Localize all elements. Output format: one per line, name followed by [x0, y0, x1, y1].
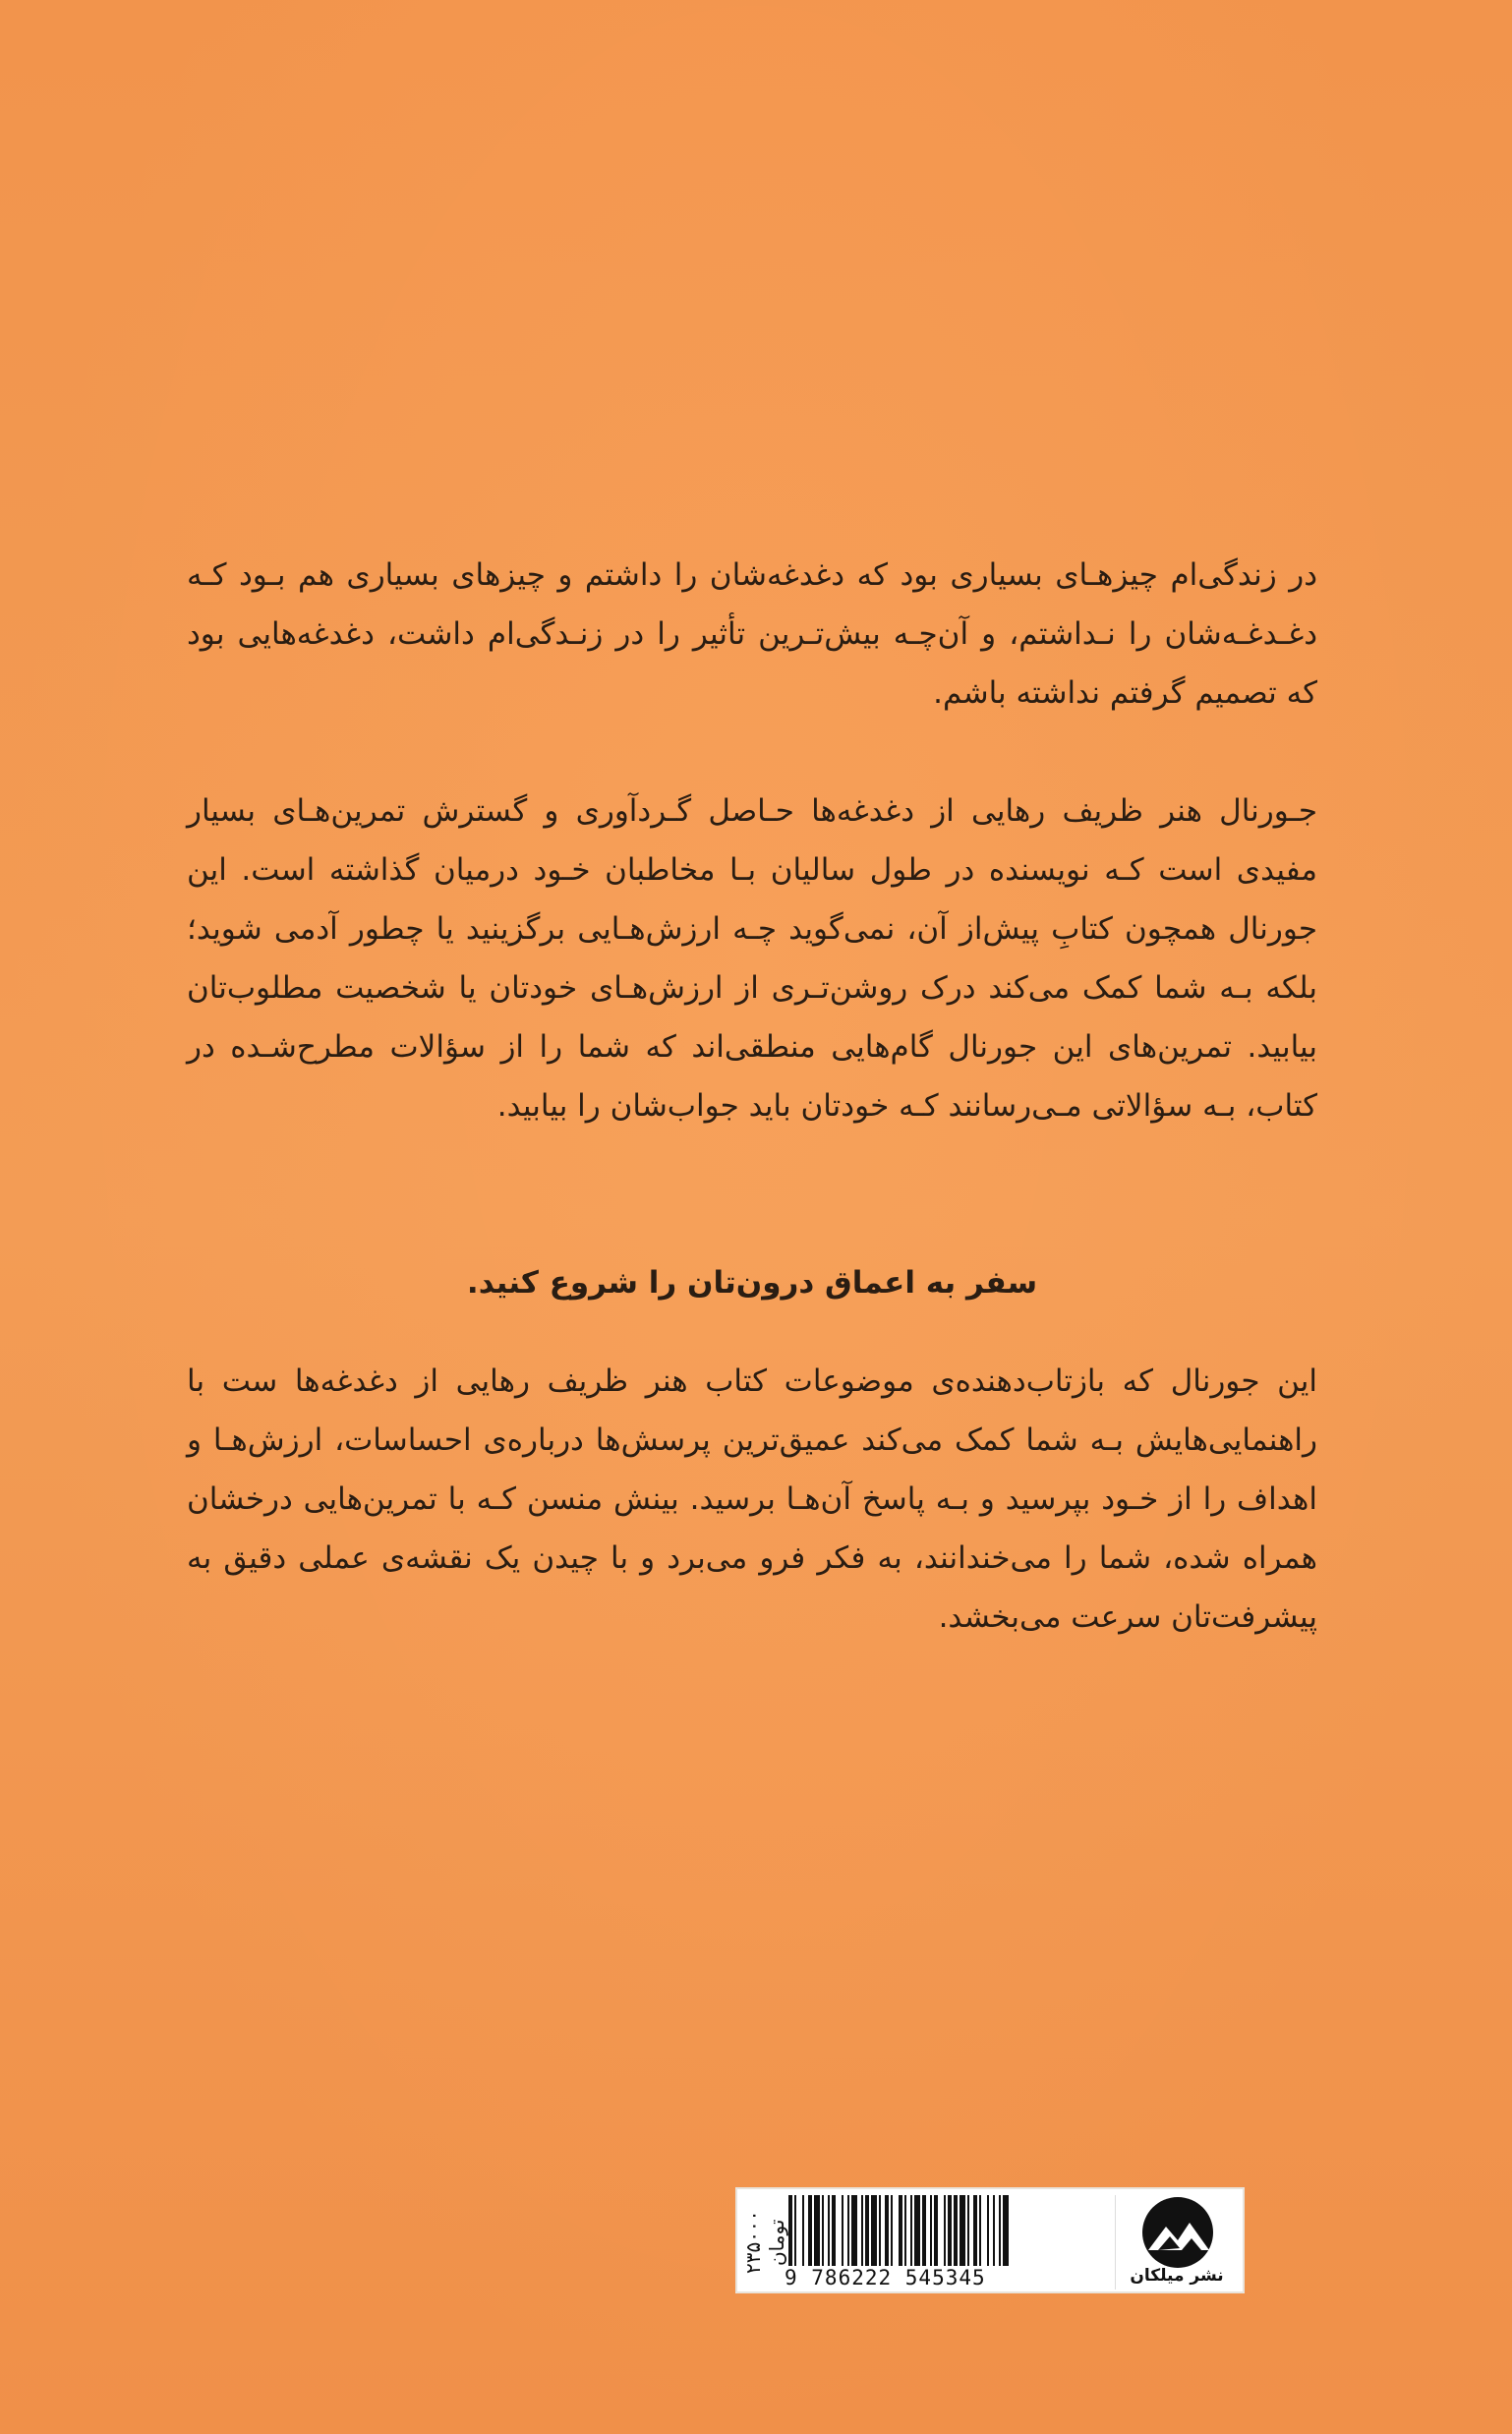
- tagline: سفر به اعماق درون‌تان را شروع کنید.: [466, 1265, 1038, 1301]
- badge-divider: [1115, 2195, 1116, 2289]
- blurb-paragraph-3: این جورنال که بازتاب‌دهنده‌ی موضوعات کتاب هنر ظریف رهایی از دغدغه‌ها ست با راهنمایی‌هایش بـه شما کمک می‌کند عمیق‌ترین پرسش‌ها درباره‌ی احساسات، ارزش‌هـا و اهداف را از خـود بپرسید و بـه پاسخ آن‌هـا برسید. بینش منسن کـه با تمرین‌هایی درخشان همراه شده، شما را می‌خندانند، به فکر فرو می‌برد و با چیدن یک نقشه‌ی عملی دقیق به پیشرفت‌تان سرعت می‌بخشد.: [187, 1363, 1317, 1635]
- blurb-paragraph-1: در زندگی‌ام چیزهـای بسیاری بود که دغدغه‌شان را داشتم و چیزهای بسیاری هم بـود کـه دغـدغـه‌شان را نـداشتم، و آن‌چـه بیش‌تـرین تأثیر را در زنـدگی‌ام داشت، دغدغه‌هایی بود که تصمیم گرفتم نداشته باشم.: [187, 557, 1317, 711]
- blurb-paragraph-2: جـورنال هنر ظریف رهایی از دغدغه‌ها حـاصل گـردآوری و گسترش تمرین‌هـای بسیار مفیدی است کـه نویسنده در طول سالیان بـا مخاطبان خـود درمیان گذاشته است. این جورنال همچون کتابِ پیش‌از آن، نمی‌گوید چـه ارزش‌هـایی برگزینید یا چطور آدمی شوید؛ بلکه بـه شما کمک می‌کند درک روشن‌تـری از ارزش‌هـای خودتان یا شخصیت مطلوب‌تان بیابید. تمرین‌های این جورنال گام‌هایی منطقی‌اند که شما را از سؤالات مطرح‌شـده در کتاب، بـه سؤالاتی مـی‌رسانند کـه خودتان باید جواب‌شان را بیابید.: [187, 793, 1317, 1124]
- publisher-name: نشر میلکان: [1130, 2266, 1224, 2286]
- isbn-number: 9 786222 545345: [785, 2266, 986, 2289]
- barcode-badge: [735, 2187, 1245, 2293]
- barcode-icon: [785, 2195, 1109, 2266]
- price-label: ۲۳۵۰۰۰ تومان: [741, 2210, 788, 2275]
